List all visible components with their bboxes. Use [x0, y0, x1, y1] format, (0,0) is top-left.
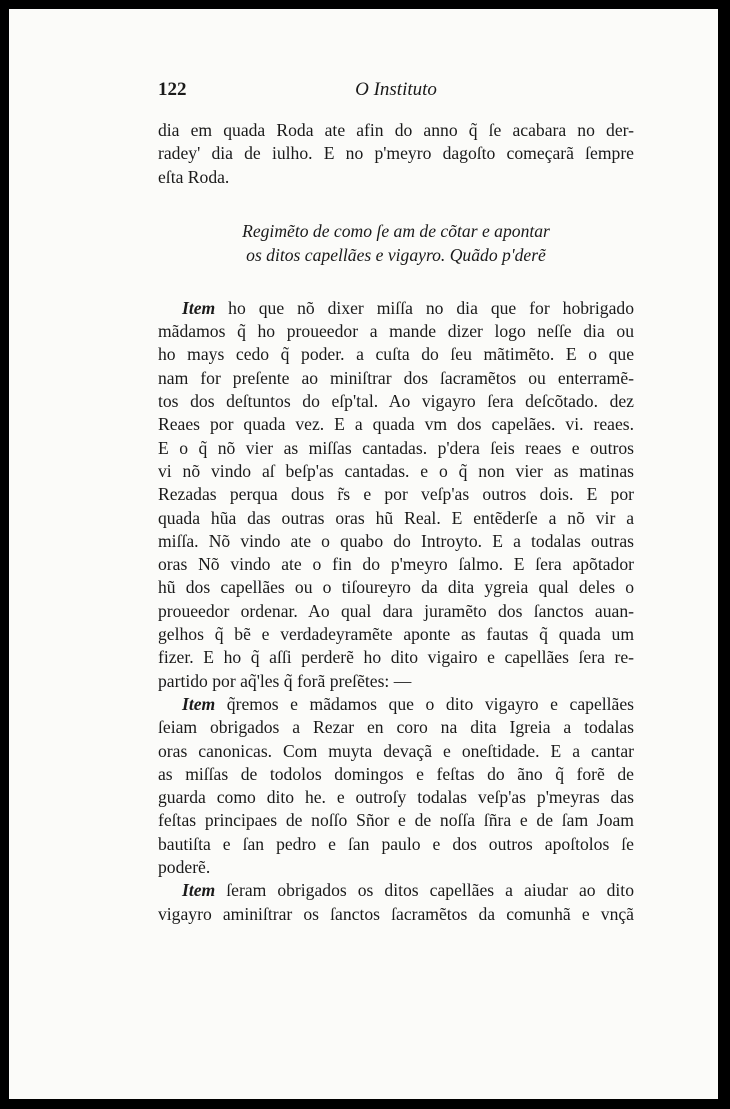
text-line: quada hũa das outras oras hũ Real. E entẽderſe a nõ vir a: [158, 507, 634, 528]
text-line: nam for preſente ao miniſtrar dos ſacramẽtos ou enterramẽ-: [158, 367, 634, 388]
text-line: ho mays cedo q̃ poder. a cuſta do ſeu mãtimẽto. E o que: [158, 344, 634, 365]
text-line: partido por aq̃'les q̃ forã preſẽtes: —: [158, 670, 412, 691]
text-line: feſtas principaes de noſſo Sñor e de noſſa ſñra e de ſam Joam: [158, 810, 634, 831]
text-line: gelhos q̃ bẽ e verdadeyramẽte aponte as fautas q̃ quada um: [158, 624, 634, 645]
text-line: bautiſta e ſan pedro e ſan paulo e dos outros apoſtolos ſe: [158, 833, 634, 854]
text-line: eſta Roda.: [158, 166, 230, 187]
text-line: radey' dia de iulho. E no p'meyro dagoſto começarã ſempre: [158, 143, 634, 164]
text-line: vi nõ vindo aſ beſp'as cantadas. e o q̃ non vier as matinas: [158, 460, 634, 481]
text-line: oras Nõ vindo ate o fin do p'meyro ſalmo. E ſera apõtador: [158, 554, 634, 575]
text-line: dia em quada Roda ate afin do anno q̃ ſe acabara no der-: [158, 120, 634, 140]
page-header: [158, 79, 634, 109]
text-line: Item ho que nõ dixer miſſa no dia que for hobrigado: [182, 297, 634, 318]
text-line: Rezadas perqua dous r̃s e por veſp'as outros dois. E por: [158, 484, 634, 505]
book-page: [9, 9, 718, 1099]
paragraph-item-2: [158, 693, 634, 879]
heading-line: os ditos capellães e vigayro. Quãdo p'derẽ: [246, 244, 546, 265]
text-line: Item ſeram obrigados os ditos capellães a aiudar ao dito: [182, 880, 634, 901]
text-line: oras canonicas. Com muyta devaçã e oneſtidade. E a cantar: [158, 740, 634, 761]
item-lead: Item: [182, 880, 216, 901]
body-text: [158, 119, 634, 926]
text-line: miſſa. Nõ vindo ate o quabo do Introyto. E a todalas outras: [158, 530, 634, 551]
text-line: Reaes por quada vez. E a quada vm dos capelães. vi. reaes.: [158, 414, 634, 435]
text-line: as miſſas de todolos domingos e feſtas do ãno q̃ forẽ de: [158, 763, 634, 784]
paragraph-item-1: [158, 297, 634, 693]
section-heading: [158, 219, 634, 267]
text-line: tos dos deſtuntos do eſp'tal. Ao vigayro ſera deſcõtado. dez: [158, 391, 634, 412]
text-line: proueedor ordenar. Ao qual dara juramẽto dos ſanctos auan-: [158, 600, 634, 621]
intro-paragraph: [158, 119, 634, 189]
text-line: fizer. E ho q̃ aſſi perderẽ ho dito vigairo e capellães ſera re-: [158, 647, 634, 668]
text-line: ſeiam obrigados a Rezar en coro na dita Igreia a todalas: [158, 717, 634, 738]
text-line: E o q̃ nõ vier as miſſas cantadas. p'dera ſeis reaes e outros: [158, 437, 634, 458]
text-line: hũ dos capellães ou o tiſoureyro da dita ygreia qual deles o: [158, 577, 634, 598]
text-line: mãdamos q̃ ho proueedor a mande dizer logo neſſe dia ou: [158, 321, 634, 342]
page-number: 122: [158, 79, 187, 100]
heading-line: Regimẽto de como ſe am de cõtar e apontar: [242, 220, 550, 241]
item-lead: Item: [182, 693, 216, 714]
text-line: poderẽ.: [158, 857, 211, 878]
text-line: Item q̃remos e mãdamos que o dito vigayro e capellães: [182, 693, 634, 714]
text-line: vigayro aminiſtrar os ſanctos ſacramẽtos da comunhã e vnçã: [158, 903, 634, 924]
paragraph-item-3: [158, 879, 634, 926]
running-title: O Instituto: [355, 79, 437, 100]
text-line: guarda como dito he. e outroſy todalas veſp'as p'meyras das: [158, 787, 634, 808]
item-lead: Item: [182, 297, 216, 318]
